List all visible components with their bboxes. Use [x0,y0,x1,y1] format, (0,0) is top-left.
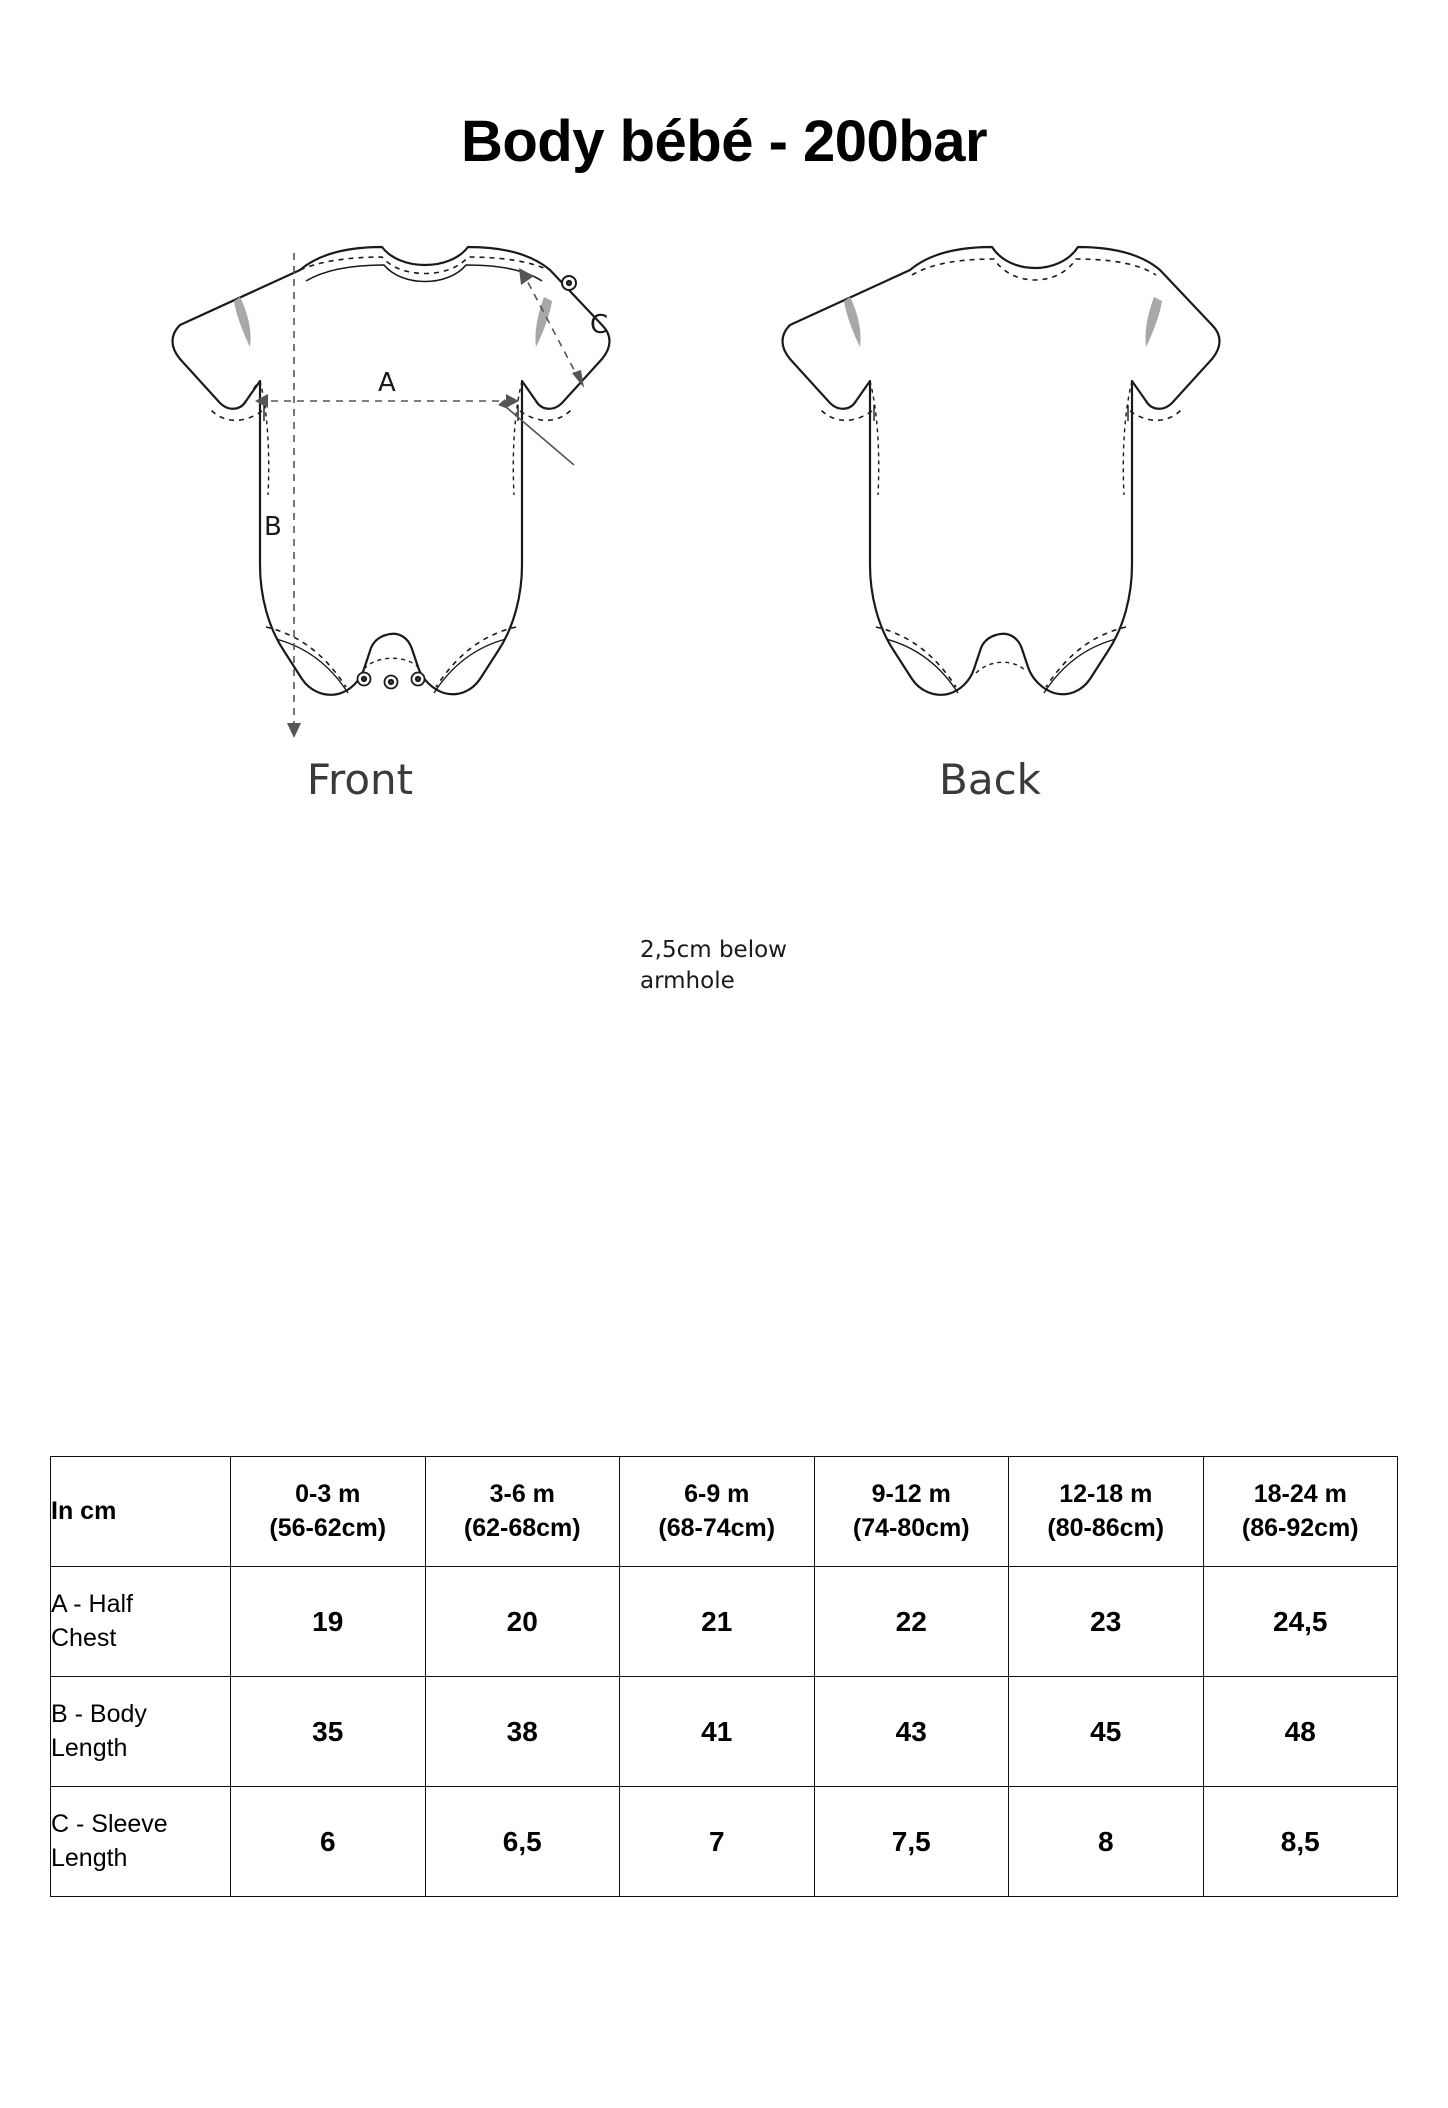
row-label-a [51,1567,231,1677]
column-height-5: (86-92cm) [1241,1513,1359,1542]
armhole-note [640,935,850,997]
table-row [51,1567,1398,1677]
cell-a-1: 20 [425,1567,620,1677]
cell-c-1: 6,5 [425,1787,620,1897]
cell-c-3: 7,5 [814,1787,1009,1897]
column-header-5 [1203,1457,1398,1567]
table-row [51,1787,1398,1897]
column-height-3: (74-80cm) [852,1513,970,1542]
back-garment-illustration [760,235,1260,760]
column-age-3: 9-12 m [871,1479,951,1508]
cell-a-5: 24,5 [1203,1567,1398,1677]
unit-header: In cm [51,1457,231,1567]
column-age-2: 6-9 m [684,1479,750,1508]
measure-label-a: A [378,368,396,398]
column-header-2 [620,1457,815,1567]
row-label-c [51,1787,231,1897]
column-height-1: (62-68cm) [463,1513,581,1542]
column-age-0: 0-3 m [295,1479,361,1508]
front-caption: Front [306,755,414,804]
column-header-3 [814,1457,1009,1567]
column-height-2: (68-74cm) [658,1513,776,1542]
column-header-4 [1009,1457,1204,1567]
garment-diagrams [0,235,1448,995]
measure-label-b: B [264,512,282,542]
cell-b-2: 41 [620,1677,815,1787]
back-caption: Back [939,755,1041,804]
cell-c-2: 7 [620,1787,815,1897]
table-header-row [51,1457,1398,1567]
cell-b-0: 35 [231,1677,426,1787]
cell-b-1: 38 [425,1677,620,1787]
cell-c-5: 8,5 [1203,1787,1398,1897]
cell-c-0: 6 [231,1787,426,1897]
row-label-a-line2: Chest [51,1623,117,1652]
cell-b-3: 43 [814,1677,1009,1787]
cell-a-4: 23 [1009,1567,1204,1677]
column-header-1 [425,1457,620,1567]
armhole-note-line2: armhole [640,968,735,995]
column-age-1: 3-6 m [489,1479,555,1508]
cell-a-3: 22 [814,1567,1009,1677]
size-chart-page [0,108,1448,2108]
table-row [51,1677,1398,1787]
cell-a-2: 21 [620,1567,815,1677]
row-label-b-line1: B - Body [51,1699,147,1728]
column-header-0 [231,1457,426,1567]
column-height-4: (80-86cm) [1047,1513,1165,1542]
row-label-b [51,1677,231,1787]
cell-b-4: 45 [1009,1677,1204,1787]
cell-b-5: 48 [1203,1677,1398,1787]
column-height-0: (56-62cm) [269,1513,387,1542]
row-label-b-line2: Length [51,1733,128,1762]
row-label-a-line1: A - Half [51,1589,133,1618]
row-label-c-line2: Length [51,1843,128,1872]
armhole-note-line1: 2,5cm below [640,937,787,963]
size-table [50,1456,1398,1897]
column-age-4: 12-18 m [1059,1479,1153,1508]
column-age-5: 18-24 m [1253,1479,1347,1508]
size-table-container [50,1456,1398,1897]
row-label-c-line1: C - Sleeve [51,1809,168,1838]
measure-label-c: C [590,310,609,340]
front-garment-illustration [150,235,650,760]
page-title: Body bébé - 200bar [460,109,988,174]
cell-c-4: 8 [1009,1787,1204,1897]
cell-a-0: 19 [231,1567,426,1677]
